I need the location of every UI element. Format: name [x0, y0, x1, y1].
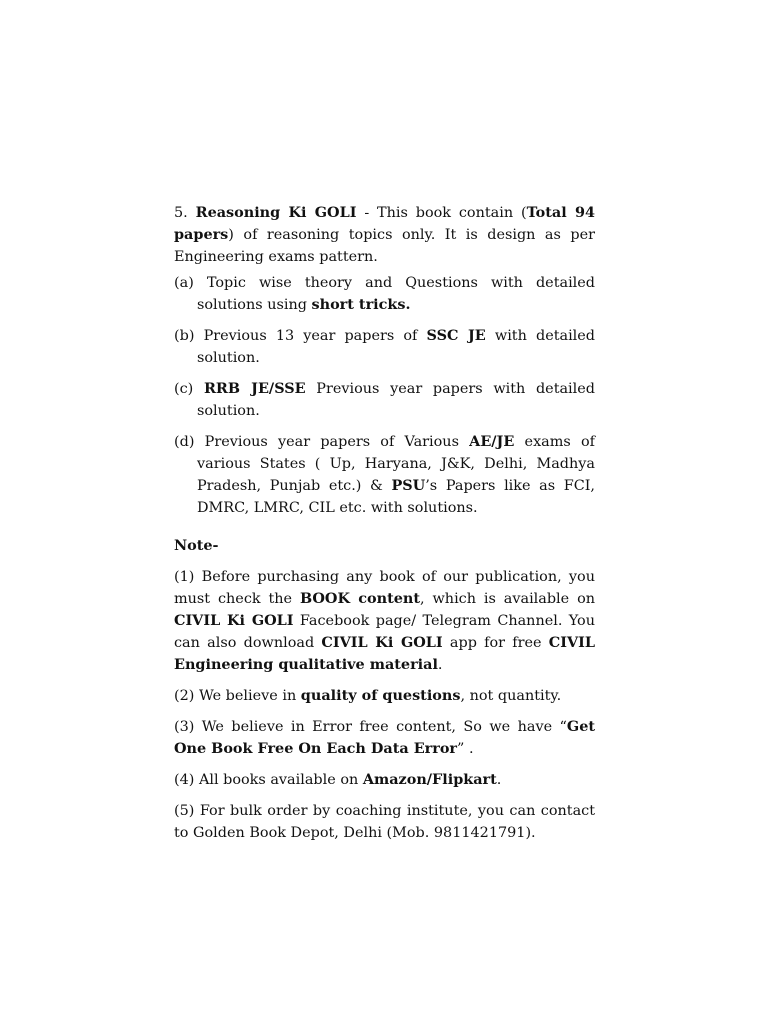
item-label: (d) [174, 434, 195, 450]
item-bold: short tricks. [311, 296, 411, 313]
note-text: . [437, 657, 443, 673]
list-item [174, 431, 595, 519]
item-bold: SSC JE [426, 327, 486, 344]
note-bold: CIVIL Engineering qualitative material [174, 634, 595, 673]
note-bold: quality of questions [300, 687, 461, 704]
note-item [174, 800, 595, 844]
list-item [174, 378, 595, 422]
item-text: exams of various States ( Up, Haryana, J&K, Delhi, Madhya Pradesh, Punjab etc.) & [197, 434, 595, 494]
document-page [174, 202, 595, 853]
note-text: . [496, 772, 502, 788]
note-text: Facebook page/ Telegram Channel. You can also download [174, 613, 595, 651]
note-text: (4) All books available on [174, 772, 363, 788]
note-item [174, 566, 595, 676]
item-text [193, 381, 204, 397]
note-text: (2) We believe in [174, 688, 301, 704]
intro-text-end: ) of reasoning topics only. It is design as per Engineering exams pattern. [174, 227, 595, 265]
note-bold: CIVIL Ki GOLI [321, 634, 443, 651]
note-text: app for free [442, 635, 549, 651]
intro-text: - This book contain ( [356, 205, 527, 221]
section-number: 5. [174, 205, 188, 221]
note-item [174, 716, 595, 760]
note-heading: Note- [174, 537, 219, 554]
item-bold: RRB JE/SSE [203, 380, 306, 397]
note-item [174, 769, 595, 791]
note-bold: Get One Book Free On Each Data Error [174, 718, 595, 757]
list-item [174, 325, 595, 369]
note-text: , not quantity. [460, 688, 562, 704]
item-label: (b) [174, 328, 195, 344]
note-text: (3) We believe in Error free content, So we have “ [174, 719, 567, 735]
note-text: ” . [457, 741, 474, 757]
intro-bold: Total 94 papers [174, 204, 595, 243]
book-title: Reasoning Ki GOLI [195, 204, 357, 221]
note-text: , which is available on [420, 591, 596, 607]
item-bold: PSU [391, 477, 426, 494]
item-text: Previous year papers of Various [194, 434, 470, 450]
item-label: (a) [174, 275, 194, 291]
item-text: Previous year papers with detailed solution. [197, 381, 595, 419]
note-item [174, 685, 595, 707]
item-text: Topic wise theory and Questions with detailed solutions using [193, 275, 595, 313]
item-text: Previous 13 year papers of [194, 328, 427, 344]
note-text: (5) For bulk order by coaching institute, you can contact to Golden Book Depot, Delhi (Mob. 9811421791). [174, 803, 595, 841]
item-bold: AE/JE [469, 433, 515, 450]
note-text: (1) Before purchasing any book of our publication, you must check the [174, 569, 595, 607]
item-label: (c) [174, 381, 194, 397]
section-intro [174, 202, 595, 268]
item-text: ’s Papers like as FCI, DMRC, LMRC, CIL etc. with solutions. [197, 478, 595, 516]
note-bold: BOOK content [299, 590, 421, 607]
item-text: with detailed solution. [197, 328, 596, 366]
list-item [174, 272, 595, 316]
note-bold: CIVIL Ki GOLI [174, 612, 294, 629]
note-bold: Amazon/Flipkart [362, 771, 497, 788]
